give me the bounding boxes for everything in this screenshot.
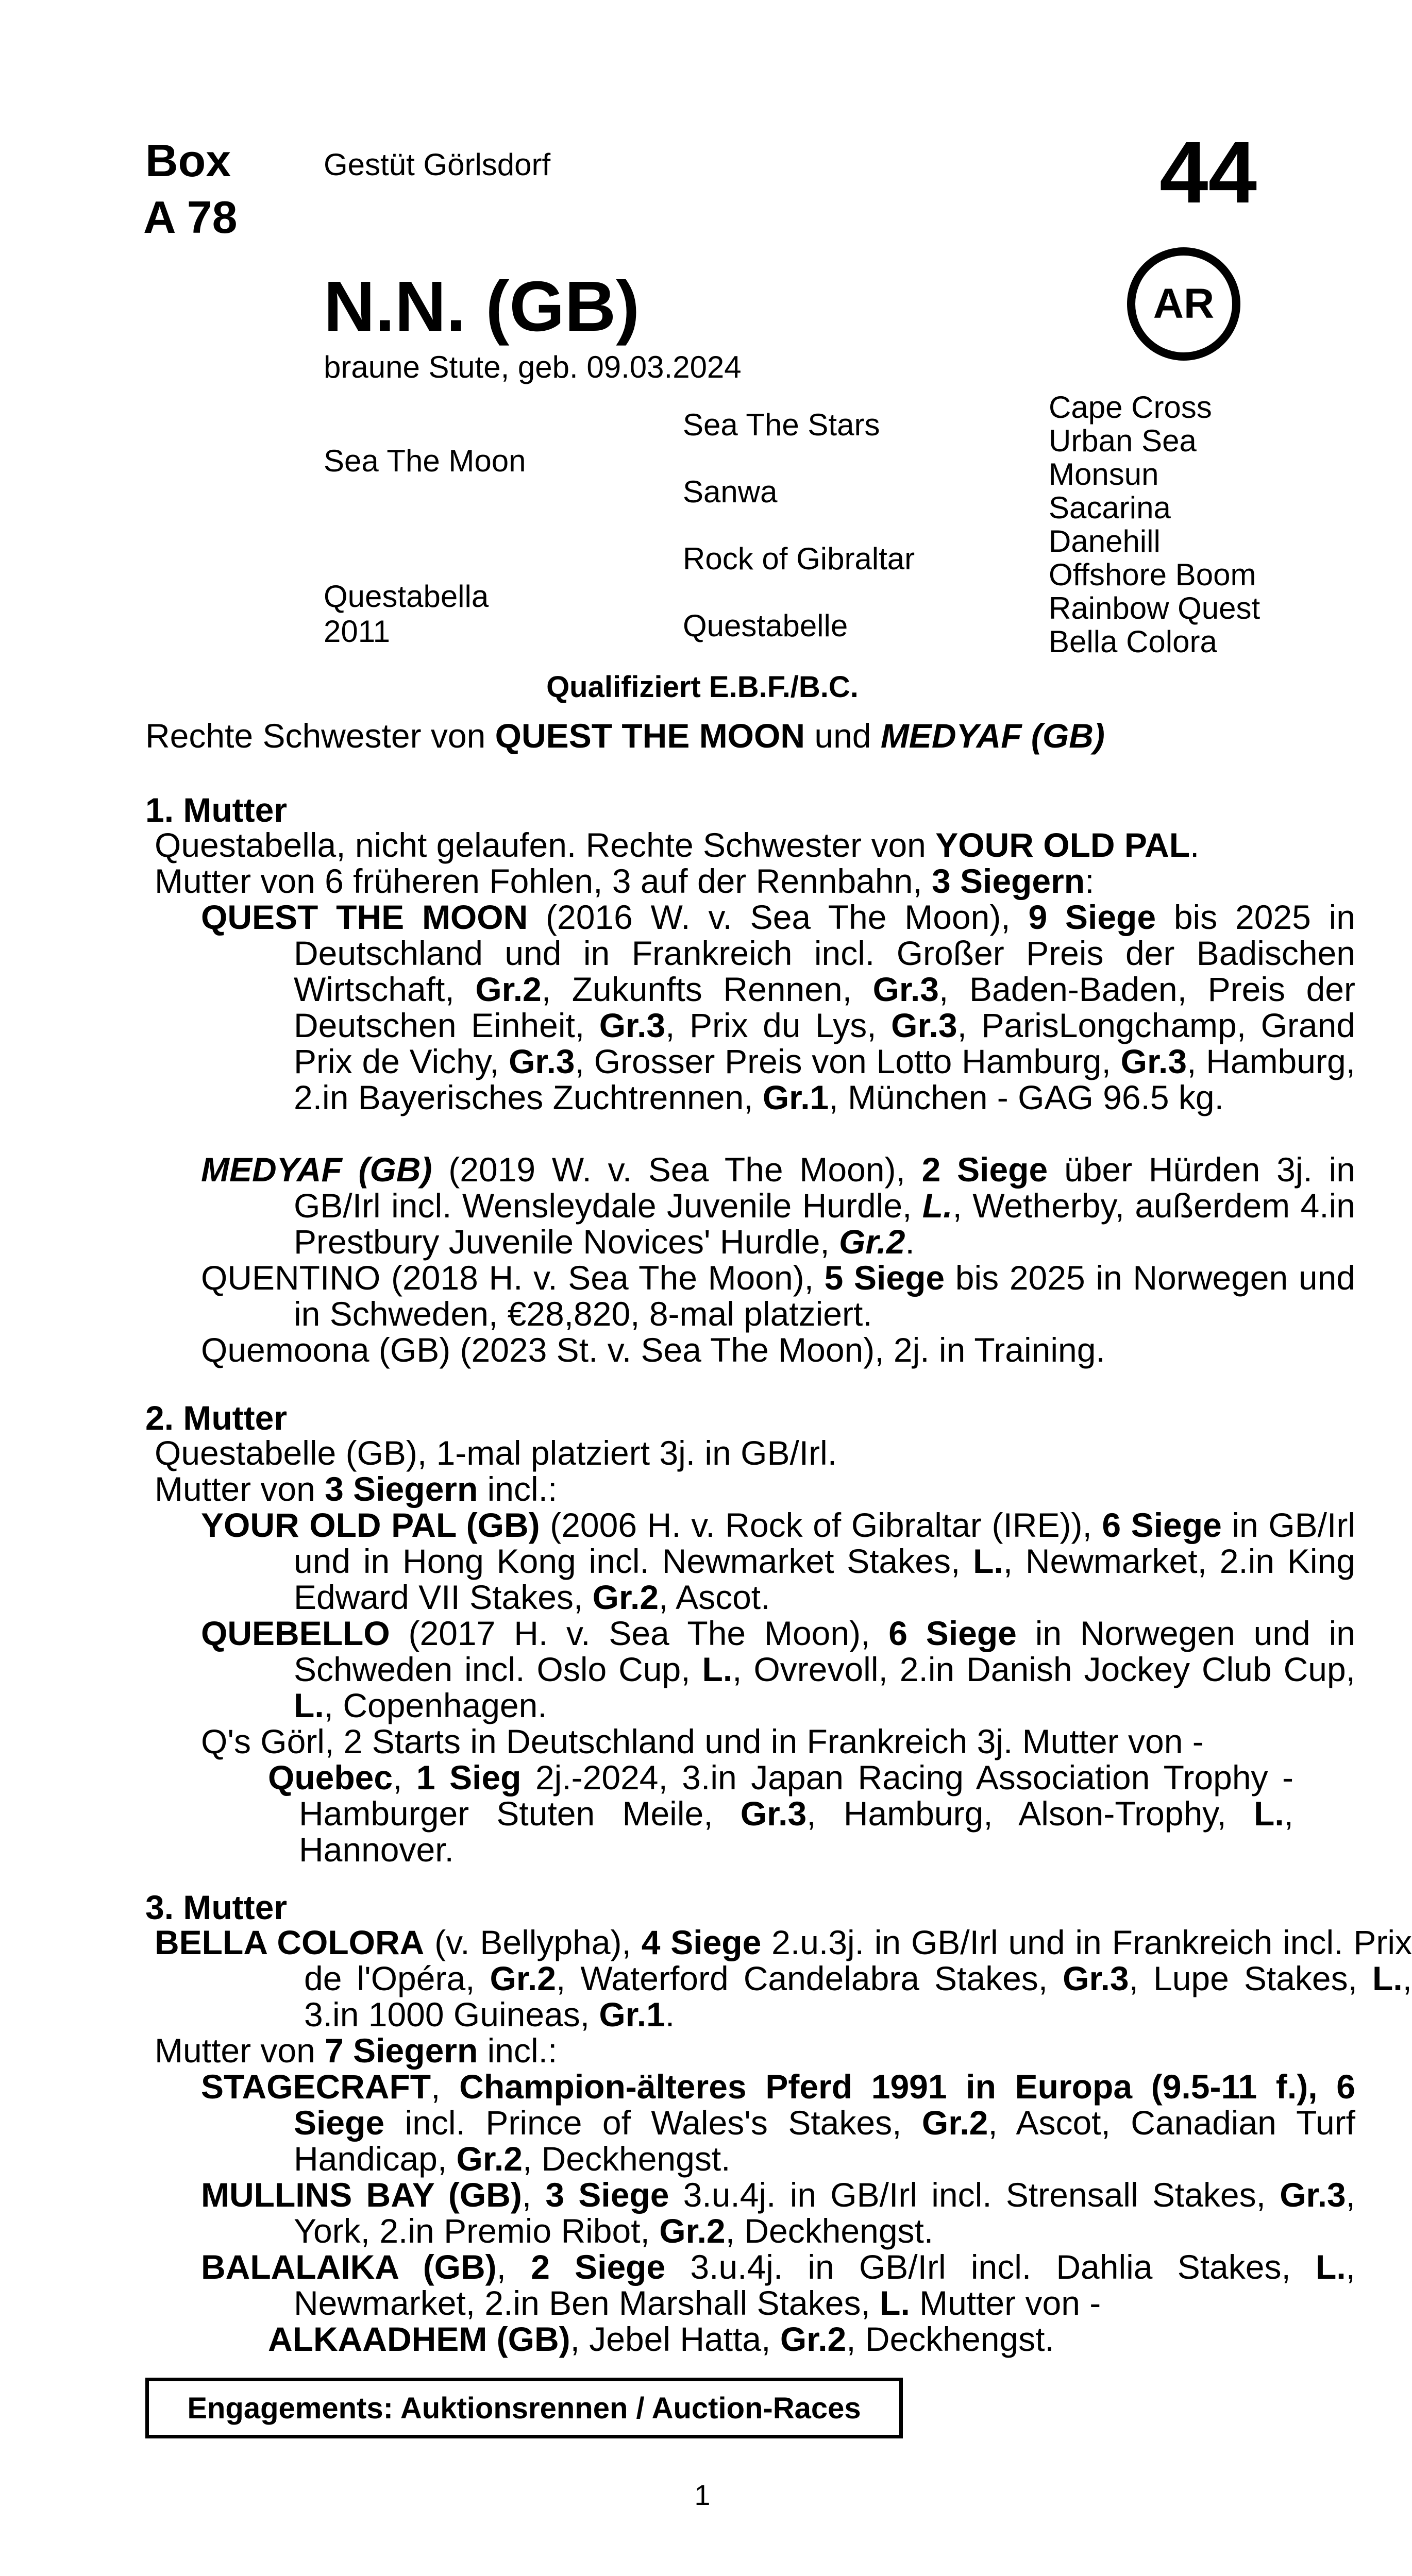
horse-description: braune Stute, geb. 09.03.2024 [324, 350, 742, 384]
list-item: QUEBELLO (2017 H. v. Sea The Moon), 6 Siege in Norwegen und in Schweden incl. Oslo Cup, L., Ovrevoll, 2.in Danish Jockey Club Cup, L., Copenhagen. [201, 1614, 1355, 1724]
pedigree-sire: Sea The Moon [324, 444, 526, 478]
pedigree-sire-sire: Sea The Stars [683, 408, 880, 442]
list-item: MEDYAF (GB) (2019 W. v. Sea The Moon), 2 Siege über Hürden 3j. in GB/Irl incl. Wensleydale Juvenile Hurdle, L., Wetherby, außerdem 4.in Prestbury Juvenile Novices' Hurdle, Gr.2. [201, 1150, 1355, 1261]
sister-name-1: QUEST THE MOON [495, 717, 805, 755]
stud-name: Gestüt Görlsdorf [324, 147, 551, 182]
ar-badge [1127, 247, 1240, 361]
list-item: Q's Görl, 2 Starts in Deutschland und in Frankreich 3j. Mutter von - [201, 1722, 1204, 1760]
page-number: 1 [694, 2479, 711, 2511]
list-item: BELLA COLORA (v. Bellypha), 4 Siege 2.u.3j. in GB/Irl und in Frankreich incl. Prix de l'Opéra, Gr.2, Waterford Candelabra Stakes, Gr.3, Lupe Stakes, L., 3.in 1000 Guineas, Gr.1. [155, 1923, 1412, 2033]
pedigree-ggp: Offshore Boom [1049, 557, 1256, 592]
pedigree-ggp: Urban Sea [1049, 423, 1197, 458]
engagements-label: Engagements: Auktionsrennen / Auction-Races [187, 2391, 861, 2425]
mutter-1-intro-2: Mutter von 6 früheren Fohlen, 3 auf der Rennbahn, 3 Siegern: [155, 862, 1095, 900]
list-item: QUENTINO (2018 H. v. Sea The Moon), 5 Siege bis 2025 in Norwegen und in Schweden, €28,820, 8-mal platziert. [201, 1259, 1355, 1333]
sister-name-2: MEDYAF (GB) [880, 717, 1105, 755]
mutter-3-intro: Mutter von 7 Siegern incl.: [155, 2031, 558, 2070]
ar-badge-label: AR [1153, 280, 1215, 327]
pedigree-ggp: Danehill [1049, 524, 1161, 558]
box-label: Box [145, 135, 231, 186]
mutter-2-intro-2: Mutter von 3 Siegern incl.: [155, 1470, 558, 1508]
box-number: A 78 [143, 192, 238, 243]
sister-prefix: Rechte Schwester von [145, 717, 495, 755]
pedigree-dam-year: 2011 [324, 614, 391, 649]
lot-number: 44 [1159, 124, 1257, 222]
pedigree-dam: Questabella [324, 579, 489, 614]
sister-mid: und [805, 717, 881, 755]
mutter-2-intro: Questabelle (GB), 1-mal platziert 3j. in GB/Irl. [155, 1434, 837, 1472]
list-item: QUEST THE MOON (2016 W. v. Sea The Moon), 9 Siege bis 2025 in Deutschland und in Frankreich incl. Großer Preis der Badischen Wirtschaft, Gr.2, Zukunfts Rennen, Gr.3, Baden-Baden, Preis der Deutschen Einheit, Gr.3, Prix du Lys, Gr.3, ParisLongchamp, Grand Prix de Vichy, Gr.3, Grosser Preis von Lotto Hamburg, Gr.3, Hamburg, 2.in Bayerisches Zuchtrennen, Gr.1, München - GAG 96.5 kg. [201, 898, 1356, 1116]
pedigree-dam-dam: Questabelle [683, 608, 848, 643]
pedigree-ggp: Sacarina [1049, 490, 1171, 525]
pedigree-ggp: Cape Cross [1049, 390, 1212, 425]
list-item: MULLINS BAY (GB), 3 Siege 3.u.4j. in GB/Irl incl. Strensall Stakes, Gr.3, York, 2.in Premio Ribot, Gr.2, Deckhengst. [201, 2176, 1355, 2250]
list-item: BALALAIKA (GB), 2 Siege 3.u.4j. in GB/Irl incl. Dahlia Stakes, L., Newmarket, 2.in Ben Marshall Stakes, L. Mutter von - [201, 2248, 1355, 2322]
list-item: YOUR OLD PAL (GB) (2006 H. v. Rock of Gibraltar (IRE)), 6 Siege in GB/Irl und in Hong Kong incl. Newmarket Stakes, L., Newmarket, 2.in King Edward VII Stakes, Gr.2, Ascot. [201, 1506, 1356, 1616]
mutter-3-title: 3. Mutter [145, 1888, 288, 1926]
pedigree-ggp: Rainbow Quest [1049, 591, 1260, 625]
pedigree-sire-dam: Sanwa [683, 474, 778, 509]
mutter-1-intro: Questabella, nicht gelaufen. Rechte Schwester von YOUR OLD PAL. [155, 826, 1200, 864]
mutter-2-title: 2. Mutter [145, 1399, 288, 1437]
pedigree-ggp: Monsun [1049, 457, 1159, 492]
pedigree-ggp: Bella Colora [1049, 624, 1217, 659]
pedigree-dam-sire: Rock of Gibraltar [683, 541, 915, 576]
list-item: Quebec, 1 Sieg 2j.-2024, 3.in Japan Racing Association Trophy - Hamburger Stuten Meile, Gr.3, Hamburg, Alson-Trophy, L., Hannover. [268, 1758, 1293, 1869]
list-item: Quemoona (GB) (2023 St. v. Sea The Moon), 2j. in Training. [201, 1331, 1105, 1369]
list-item: STAGECRAFT, Champion-älteres Pferd 1991 in Europa (9.5-11 f.), 6 Siege incl. Prince of Wales's Stakes, Gr.2, Ascot, Canadian Turf Handicap, Gr.2, Deckhengst. [201, 2067, 1355, 2178]
mutter-1-title: 1. Mutter [145, 791, 288, 829]
horse-name: N.N. (GB) [324, 267, 640, 346]
list-item: ALKAADHEM (GB), Jebel Hatta, Gr.2, Deckhengst. [268, 2320, 1054, 2358]
engagements-box [145, 2378, 903, 2438]
qualification: Qualifiziert E.B.F./B.C. [546, 670, 859, 704]
sister-line [145, 716, 1105, 755]
